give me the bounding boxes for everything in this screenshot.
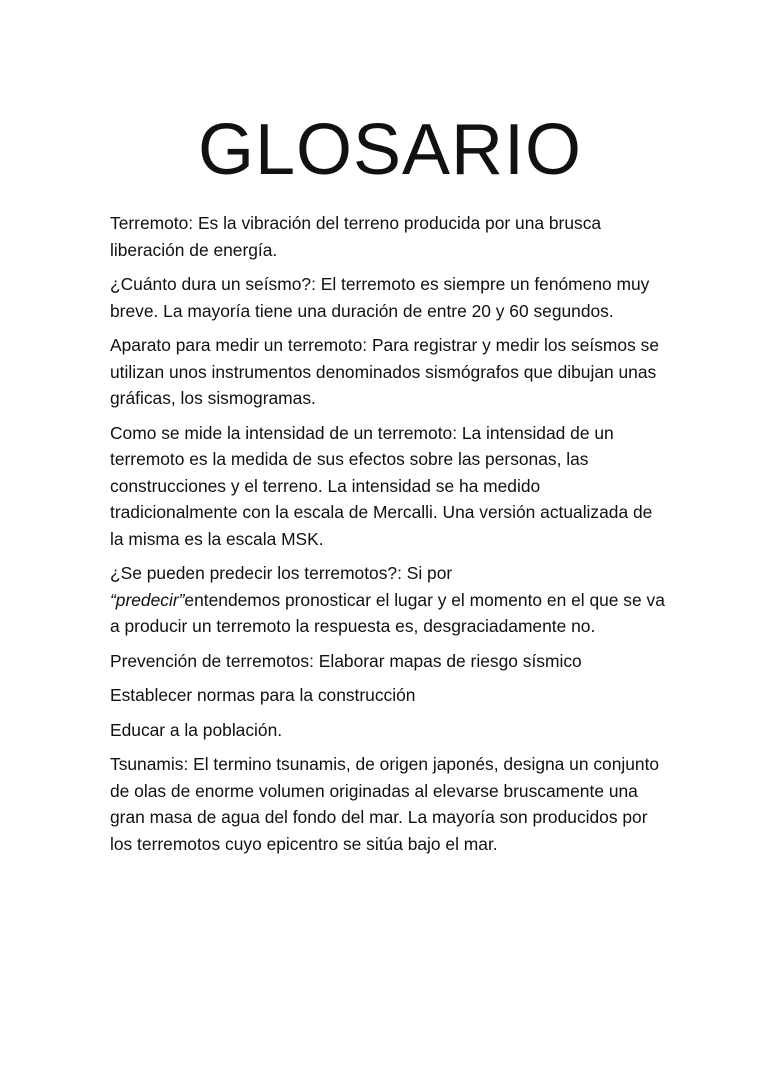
document-page (110, 108, 670, 865)
paragraph-prevencion: Prevención de terremotos: Elaborar mapas de riesgo sísmico (110, 650, 582, 671)
paragraph-tsunamis: Tsunamis: El termino tsunamis, de origen japonés, designa un conjunto de olas de enorme volumen originadas al elevarse bruscamente una gran masa de agua del fondo del mar. La mayoría son producidos por los terremotos cuyo epicentro se sitúa bajo el mar. (110, 754, 660, 854)
paragraph-normas: Establecer normas para la construcción (110, 685, 416, 705)
paragraph-duracion: ¿Cuánto dura un seísmo?: El terremoto es siempre un fenómeno muy breve. La mayoría tiene una duración de entre 20 y 60 segundos. (110, 274, 650, 321)
paragraph-predecir (110, 560, 670, 640)
predecir-text-after: entendemos pronosticar el lugar y el momento en el que se va a producir un terremoto la respuesta es, desgraciadamente no. (110, 589, 665, 636)
paragraph-terremoto: Terremoto: Es la vibración del terreno producida por una brusca liberación de energía. (110, 213, 602, 260)
paragraph-aparato: Aparato para medir un terremoto: Para registrar y medir los seísmos se utilizan unos instrumentos denominados sismógrafos que dibujan unas gráficas, los sismogramas. (110, 335, 659, 408)
paragraph-intensidad: Como se mide la intensidad de un terremoto: La intensidad de un terremoto es la medida de sus efectos sobre las personas, las construcciones y el terreno. La intensidad se ha medido tradicionalmente con la escala de Mercalli. Una versión actualizada de la misma es la escala MSK. (110, 422, 653, 549)
paragraph-educar: Educar a la población. (110, 719, 283, 740)
predecir-text-before: ¿Se pueden predecir los terremotos?: Si por (110, 563, 453, 583)
predecir-italic-word: “predecir” (110, 589, 185, 610)
page-title: GLOSARIO (197, 110, 583, 190)
